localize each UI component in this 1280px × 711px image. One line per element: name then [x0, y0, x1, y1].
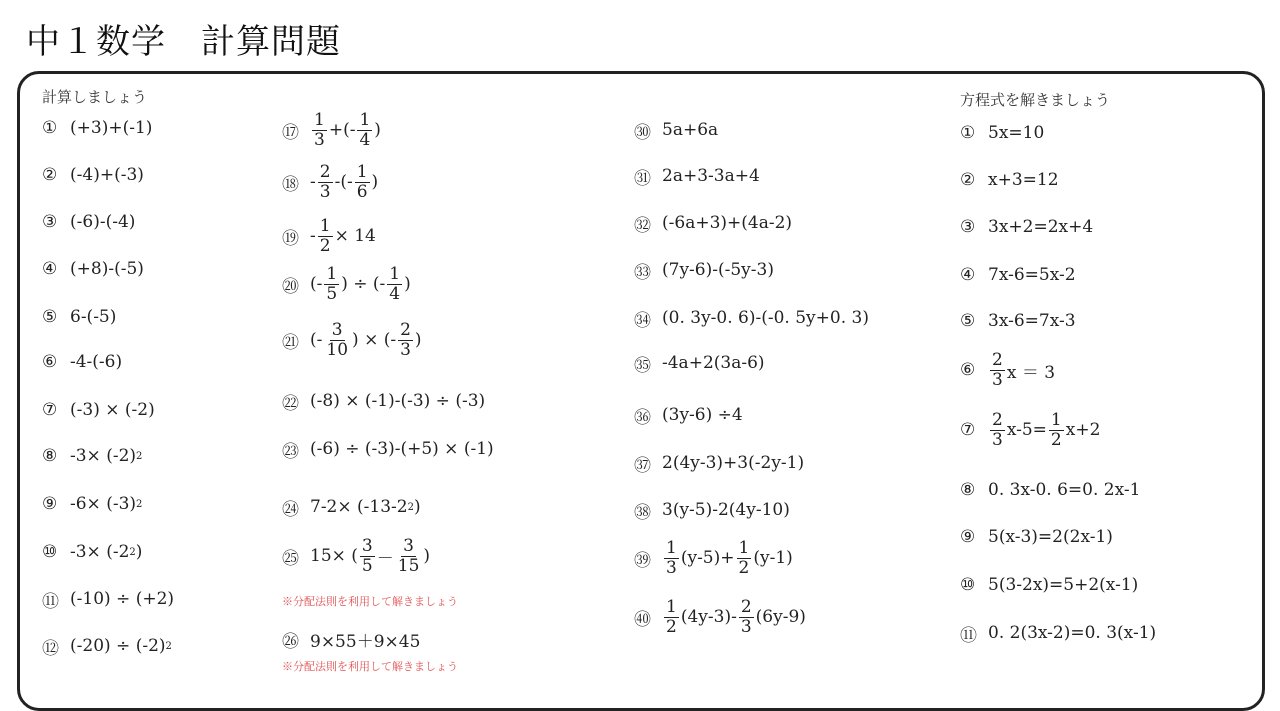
problem-36: ㊱ (3y-6) ÷4 — [634, 405, 743, 428]
problem-1: ① (+3)+(-1) — [42, 118, 153, 138]
equation-heading: 方程式を解きましょう — [960, 91, 1111, 109]
fraction: $\frac{1}{4}$ — [389, 263, 401, 304]
fraction: $\frac{2}{3}$ — [319, 161, 331, 202]
problem-3: ③ (-6)-(-4) — [42, 212, 136, 232]
problem-10: ⑩ -3× (-2 2 ) — [42, 542, 143, 562]
equation-4: ④ 7x-6=5x-2 — [960, 265, 1076, 285]
fraction: $\frac{3}{15}$ — [397, 535, 420, 576]
problem-37: ㊲ 2(4y-3)+3(-2y-1) — [634, 453, 805, 476]
fraction: $\frac{1}{3}$ — [314, 109, 325, 150]
calc-heading: 計算しましょう — [42, 88, 148, 106]
problem-39: ㊴ $\frac{1}{3}$ (y-5)+ $\frac{1}{2}$ (y-1) — [634, 537, 793, 578]
equation-5: ⑤ 3x-6=7x-3 — [960, 311, 1076, 331]
problem-19: ⑲ - $\frac{1}{2}$ × 14 — [282, 215, 376, 256]
equation-3: ③ 3x+2=2x+4 — [960, 217, 1094, 237]
problem-35: ㉟ -4a+2(3a-6) — [634, 353, 765, 376]
fraction: $\frac{3}{10}$ — [326, 319, 349, 360]
equation-8: ⑧ 0. 3x-0. 6=0. 2x-1 — [960, 480, 1141, 500]
distributive-note-1: ※分配法則を利用して解きましょう — [282, 595, 458, 608]
problem-26: ㉖ 9×55＋9×45 — [282, 631, 421, 652]
fraction: $\frac{2}{3}$ — [740, 596, 752, 637]
distributive-note-2: ※分配法則を利用して解きましょう — [282, 660, 458, 673]
problem-5: ⑤ 6-(-5) — [42, 307, 117, 327]
problem-40: ㊵ $\frac{1}{2}$ (4y-3)- $\frac{2}{3}$ (6y-9) — [634, 596, 806, 637]
page-title: 中１数学 計算問題 — [26, 22, 341, 62]
fraction: $\frac{1}{5}$ — [326, 263, 338, 304]
worksheet-frame — [17, 71, 1265, 711]
problem-9: ⑨ -6× (-3) 2 — [42, 494, 143, 514]
problem-30: ㉚ 5a+6a — [634, 120, 719, 143]
equation-7: ⑦ $\frac{2}{3}$ x-5= $\frac{1}{2}$ x+2 — [960, 409, 1101, 450]
fraction: $\frac{3}{5}$ — [361, 535, 373, 576]
problem-33: ㉝ (7y-6)-(-5y-3) — [634, 260, 774, 283]
problem-25: ㉕ 15× ( $\frac{3}{5}$ － $\frac{3}{15}$ ) — [282, 535, 431, 576]
problem-17: ⑰ $\frac{1}{3}$ +(- $\frac{1}{4}$ ) — [282, 109, 381, 150]
fraction: $\frac{1}{4}$ — [359, 109, 371, 150]
problem-23: ㉓ (-6) ÷ (-3)-(+5) × (-1) — [282, 439, 494, 462]
fraction: $\frac{1}{2}$ — [1050, 409, 1062, 450]
fraction: $\frac{1}{2}$ — [319, 215, 331, 256]
problem-22: ㉒ (-8) × (-1)-(-3) ÷ (-3) — [282, 391, 486, 414]
fraction: $\frac{1}{6}$ — [356, 161, 368, 202]
equation-11: ⑪ 0. 2(3x-2)=0. 3(x-1) — [960, 623, 1157, 646]
problem-18: ⑱ - $\frac{2}{3}$ -(- $\frac{1}{6}$ ) — [282, 161, 379, 202]
problem-8: ⑧ -3× (-2) 2 — [42, 446, 143, 466]
problem-32: ㉜ (-6a+3)+(4a-2) — [634, 213, 793, 236]
fraction: $\frac{1}{3}$ — [666, 537, 677, 578]
equation-9: ⑨ 5(x-3)=2(2x-1) — [960, 527, 1113, 547]
problem-21: ㉑ (- $\frac{3}{10}$ ) × (- $\frac{2}{3}$ ) — [282, 319, 422, 360]
equation-6: ⑥ $\frac{2}{3}$ x ＝ 3 — [960, 349, 1056, 390]
problem-34: ㉞ (0. 3y-0. 6)-(-0. 5y+0. 3) — [634, 308, 869, 331]
equation-10: ⑩ 5(3-2x)=5+2(x-1) — [960, 575, 1139, 595]
problem-12: ⑫ (-20) ÷ (-2) 2 — [42, 636, 172, 659]
equation-2: ② x+3=12 — [960, 170, 1059, 190]
problem-7: ⑦ (-3) × (-2) — [42, 400, 155, 420]
problem-24: ㉔ 7-2× (-13-2 2 ) — [282, 497, 421, 520]
fraction: $\frac{2}{3}$ — [992, 409, 1003, 450]
problem-20: ⑳ (- $\frac{1}{5}$ ) ÷ (- $\frac{1}{4}$ ) — [282, 263, 411, 304]
fraction: $\frac{1}{2}$ — [738, 537, 750, 578]
problem-2: ② (-4)+(-3) — [42, 165, 144, 185]
fraction: $\frac{2}{3}$ — [400, 319, 411, 360]
problem-11: ⑪ (-10) ÷ (+2) — [42, 589, 175, 612]
fraction: $\frac{2}{3}$ — [992, 349, 1003, 390]
problem-31: ㉛ 2a+3-3a+4 — [634, 166, 760, 189]
problem-6: ⑥ -4-(-6) — [42, 352, 123, 372]
problem-38: ㊳ 3(y-5)-2(4y-10) — [634, 500, 790, 523]
problem-4: ④ (+8)-(-5) — [42, 259, 144, 279]
equation-1: ① 5x=10 — [960, 123, 1045, 143]
fraction: $\frac{1}{2}$ — [666, 596, 677, 637]
